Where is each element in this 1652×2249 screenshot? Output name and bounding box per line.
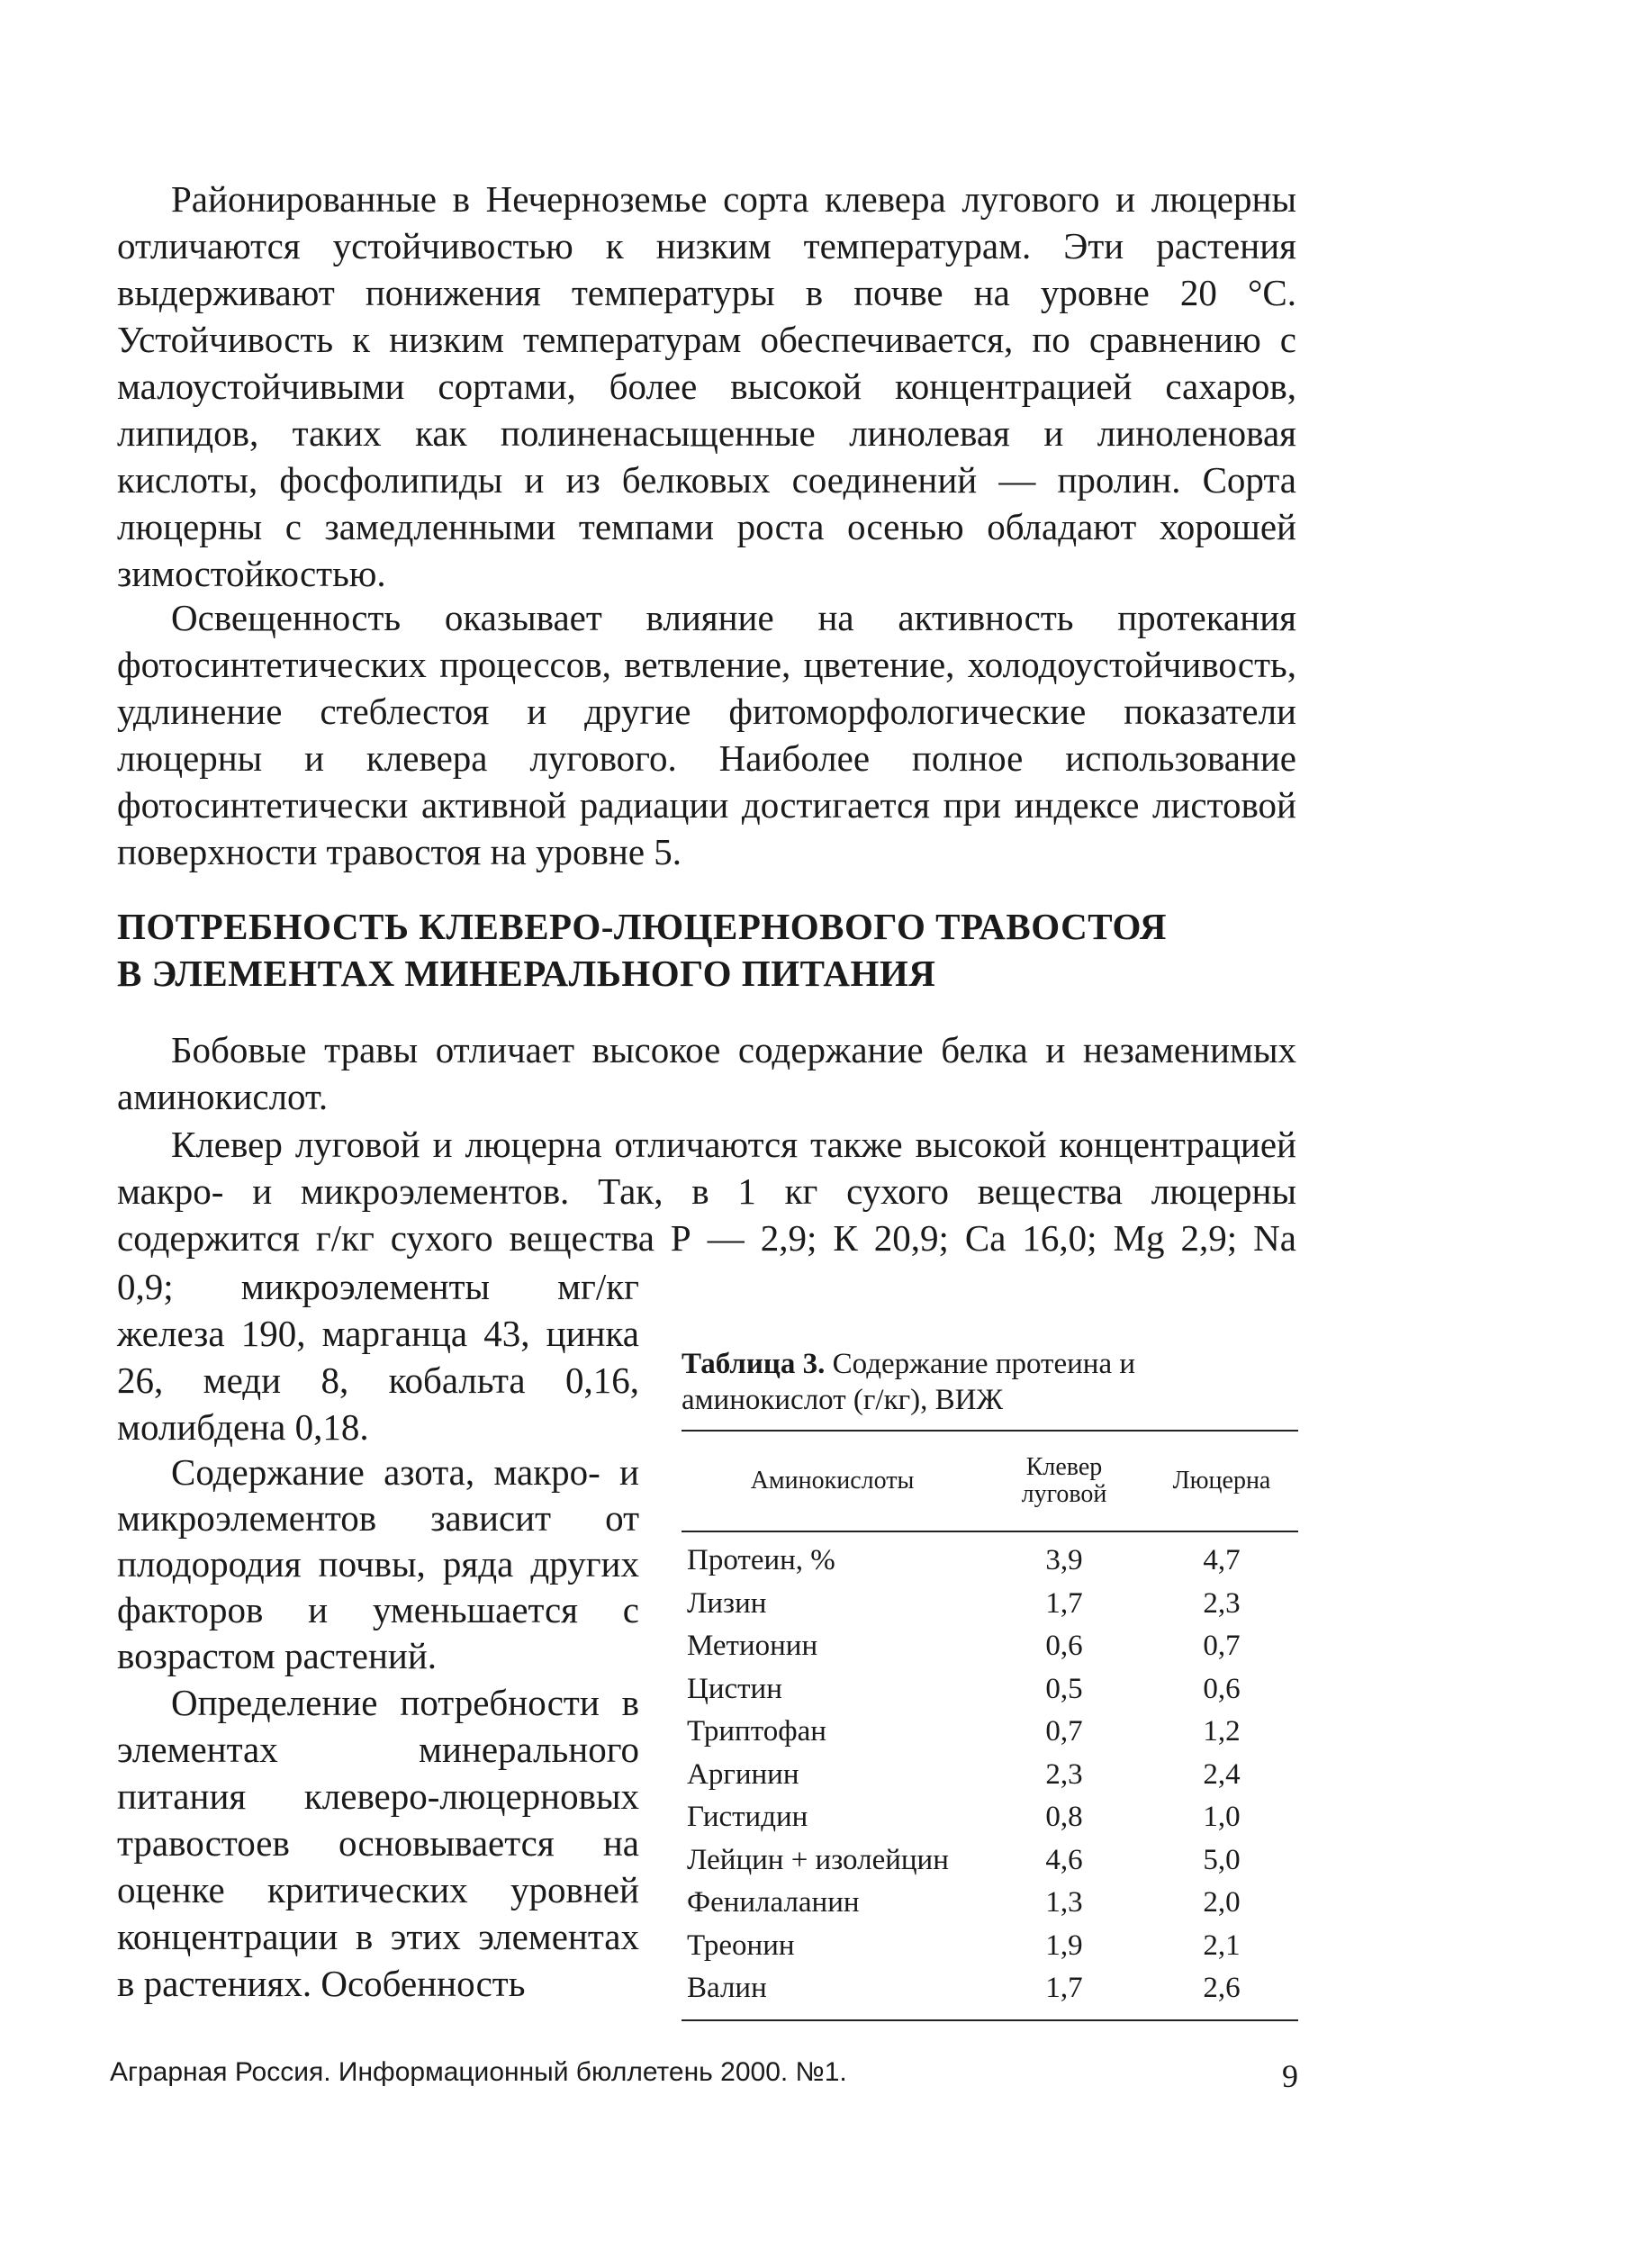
row-label: Цистин: [687, 1672, 782, 1705]
alfalfa-value: 0,7: [1203, 1630, 1241, 1663]
alfalfa-value: 2,3: [1203, 1586, 1241, 1620]
table-row: [682, 1882, 1298, 1925]
table-body: [682, 1532, 1298, 2021]
paragraph-text: Содержание азота, макро- и микроэлементов зависит от плодородия почвы, ряда других факторов и уменьшается с возрастом растений.: [117, 1451, 639, 1676]
row-label: Лизин: [687, 1586, 767, 1620]
clover-value: 1,7: [1045, 1972, 1083, 2005]
clover-value: 3,9: [1045, 1544, 1083, 1577]
clover-value: 1,7: [1045, 1586, 1083, 1620]
clover-value: 0,6: [1045, 1630, 1083, 1663]
clover-value: 0,5: [1045, 1672, 1083, 1705]
paragraph-micro-elements: [117, 1263, 639, 1450]
row-label: Треонин: [687, 1928, 795, 1962]
table-row: [682, 1711, 1298, 1754]
alfalfa-value: 4,7: [1203, 1544, 1241, 1577]
row-label: Фенилаланин: [687, 1886, 860, 1919]
paragraph-text: Определение потребности в элементах минерального питания клеверо-люцерновых травостоев основывается на оценке критических уровней концентрации в этих элементах в растениях. Особенность: [117, 1682, 639, 2004]
row-label: Аргинин: [687, 1757, 799, 1791]
table-row: [682, 1796, 1298, 1839]
table-caption-text: Содержание протеина и аминокислот (г/кг), ВИЖ: [682, 1348, 1136, 1416]
table-row: [682, 1668, 1298, 1712]
paragraph-text: Районированные в Нечерноземье сорта клевера лугового и люцерны отличаются устойчивостью к низким температурам. Эти растения выдерживают понижения температуры в почве на уровне 20 °С. Устойчивость к низким температурам обеспечивается, по сравнению с малоустойчивыми сортами, более высокой концентрацией сахаров, липидов, таких как полиненасыщенные линолевая и линоленовая кислоты, фосфолипиды и из белковых соединений — пролин. Сорта люцерны с замедленными темпами роста осенью обладают хорошей зимостойкостью.: [117, 178, 1296, 594]
alfalfa-value: 1,2: [1203, 1715, 1241, 1748]
table-row: [682, 1967, 1298, 2010]
column-header-alfalfa: Люцерна: [1172, 1467, 1271, 1495]
clover-value: 1,9: [1045, 1928, 1083, 1962]
paragraph-text: Освещенность оказывает влияние на активность протекания фотосинтетических процессов, ветвление, цветение, холодоустойчивость, удлинение стеблестоя и другие фитоморфологические показатели люцерны и клевера лугового. Наиболее полное использование фотосинтетически активной радиации достигается при индексе листовой поверхности травостоя на уровне 5.: [117, 597, 1296, 872]
table-row: [682, 1583, 1298, 1626]
table-caption: [682, 1346, 1298, 1418]
table-row: [682, 1925, 1298, 1968]
row-label: Метионин: [687, 1630, 818, 1663]
page-number: 9: [1282, 2058, 1298, 2094]
row-label: Протеин, %: [687, 1544, 835, 1577]
table-header-row: [682, 1432, 1298, 1532]
clover-value: 4,6: [1045, 1843, 1083, 1876]
alfalfa-value: 2,1: [1203, 1928, 1241, 1962]
amino-acid-table: [682, 1430, 1298, 2021]
alfalfa-value: 0,6: [1203, 1672, 1241, 1705]
alfalfa-value: 2,4: [1203, 1757, 1241, 1791]
section-heading: [117, 903, 1296, 997]
alfalfa-value: 2,6: [1203, 1972, 1241, 2005]
paragraph-requirement: [117, 1679, 639, 2007]
alfalfa-value: 1,0: [1203, 1801, 1241, 1834]
table-row: [682, 1540, 1298, 1583]
table-row: [682, 1625, 1298, 1668]
row-label: Лейцин + изолейцин: [687, 1843, 949, 1876]
paragraph-nitrogen-content: [117, 1450, 639, 1679]
journal-name: Аграрная Россия. Информационный бюллетень 2000. №1.: [110, 2057, 847, 2087]
paragraph-frost-resistance: [117, 176, 1296, 597]
clover-value: 0,8: [1045, 1801, 1083, 1834]
row-label: Валин: [687, 1972, 767, 2005]
paragraph-text: Клевер луговой и люцерна отличаются также высокой концентрацией макро- и микроэлементов. Так, в 1 кг сухого вещества люцерны содержится г/кг сухого вещества Р — 2,9; К 20,9; Са 16,0; Mg 2,9; Na: [117, 1124, 1296, 1259]
paragraph-text: 0,9; микроэлементы мг/кг железа 190, марганца 43, цинка 26, меди 8, кобальта 0,16, молибдена 0,18.: [117, 1266, 639, 1448]
table-row: [682, 1754, 1298, 1797]
alfalfa-value: 2,0: [1203, 1886, 1241, 1919]
alfalfa-value: 5,0: [1203, 1843, 1241, 1876]
clover-value: 1,3: [1045, 1886, 1083, 1919]
heading-line-2: В ЭЛЕМЕНТАХ МИНЕРАЛЬНОГО ПИТАНИЯ: [117, 953, 936, 994]
row-label: Гистидин: [687, 1801, 808, 1834]
paragraph-text: Бобовые травы отличает высокое содержание белка и незаменимых аминокислот.: [117, 1029, 1296, 1117]
row-label: Триптофан: [687, 1715, 826, 1748]
paragraph-illumination: [117, 594, 1296, 875]
table-row: [682, 1839, 1298, 1883]
table-caption-label: Таблица 3.: [682, 1348, 826, 1380]
clover-value: 0,7: [1045, 1715, 1083, 1748]
paragraph-protein: [117, 1026, 1296, 1120]
paragraph-macro-elements: [117, 1121, 1296, 1261]
column-header-clover: Клевер луговой: [1021, 1453, 1107, 1508]
heading-line-1: ПОТРЕБНОСТЬ КЛЕВЕРО-ЛЮЦЕРНОВОГО ТРАВОСТОЯ: [117, 906, 1167, 947]
page-footer: [110, 2057, 1298, 2095]
column-header-amino-acids: Аминокислоты: [750, 1467, 915, 1495]
clover-value: 2,3: [1045, 1757, 1083, 1791]
